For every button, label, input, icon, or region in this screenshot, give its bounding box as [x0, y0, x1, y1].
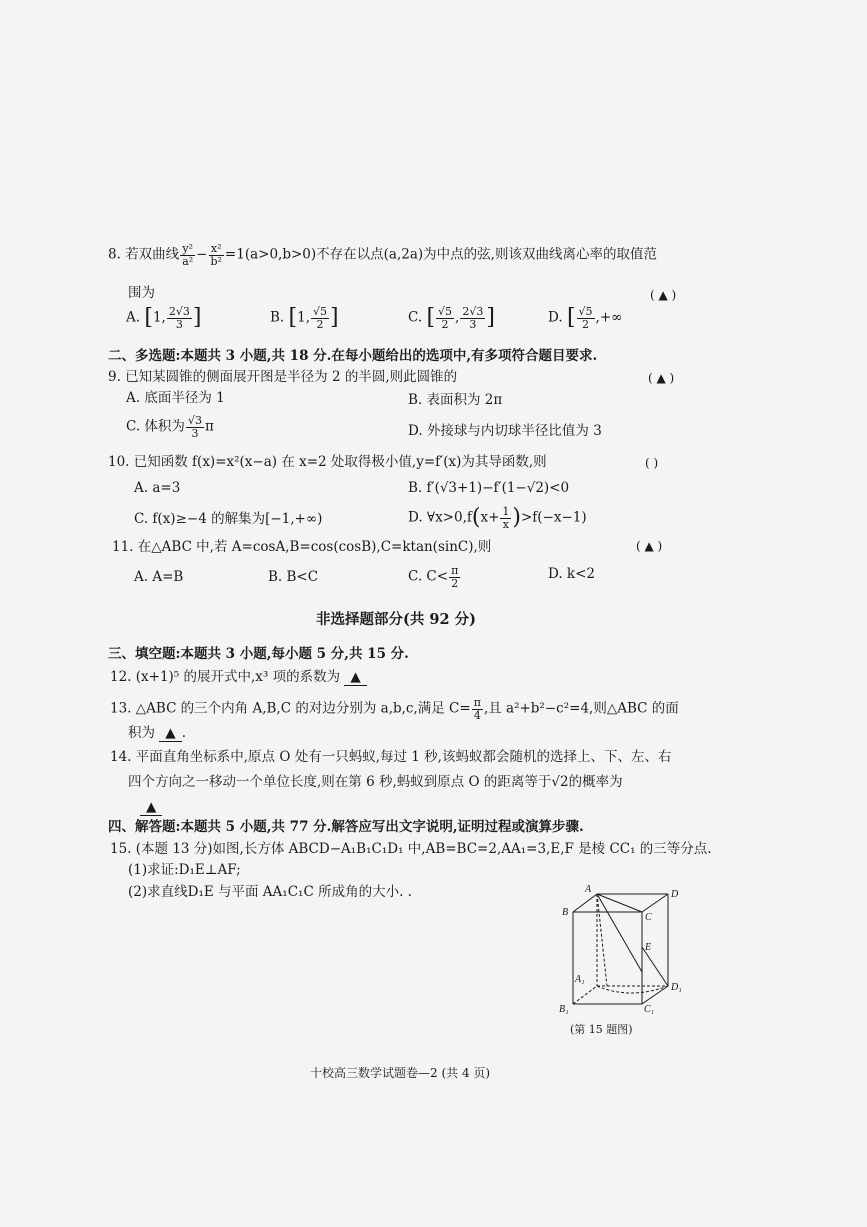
q13-line2: 积为 ▲ .: [128, 725, 186, 741]
q15-stem: 15. (本题 13 分)如图,长方体 ABCD−A₁B₁C₁D₁ 中,AB=BC=2,AA₁=3,E,F 是棱 CC₁ 的三等分点.: [110, 841, 712, 857]
q14-line1: 14. 平面直角坐标系中,原点 O 处有一只蚂蚁,每过 1 秒,该蚂蚁都会随机的选择上、下、左、右: [110, 749, 672, 765]
q9-option-d: D. 外接球与内切球半径比值为 3: [408, 423, 602, 439]
figure-caption: (第 15 题图): [570, 1023, 633, 1036]
q15-part-2: (2)求直线D₁E 与平面 AA₁C₁C 所成角的大小. .: [128, 884, 412, 900]
q9-option-c: C. 体积为 $\frac{√3}{3}$ π: [126, 414, 214, 440]
q10-stem: 10. 已知函数 f(x)=x²(x−a) 在 x=2 处取得极小值,y=f′(x)为其导函数,则: [108, 454, 547, 470]
label-E: E: [645, 942, 652, 953]
q8-answer-mark: ( ▲ ): [650, 288, 677, 302]
section-3-heading: 三、填空题:本题共 3 小题,每小题 5 分,共 15 分.: [108, 646, 409, 662]
q8-line2: 围为: [128, 285, 155, 301]
q12-text: 12. (x+1)⁵ 的展开式中,x³ 项的系数为 ▲: [110, 670, 367, 686]
q8-option-d: D. [ $\frac{√5}{2}$ ,+∞: [548, 305, 623, 331]
q11-answer-mark: ( ▲ ): [636, 539, 663, 553]
q9-stem: 9. 已知某圆锥的侧面展开图是半径为 2 的半圆,则此圆锥的: [108, 369, 458, 385]
label-A: A: [585, 884, 592, 895]
q11-stem: 11. 在△ABC 中,若 A=cosA,B=cos(cosB),C=ktan(sinC),则: [112, 539, 492, 555]
section-2-heading: 二、多选题:本题共 3 小题,共 18 分.在每小题给出的选项中,有多项符合题目要求.: [108, 348, 598, 364]
q11-option-b: B. B<C: [268, 569, 319, 585]
q10-option-b: B. f′(√3+1)−f′(1−√2)<0: [408, 480, 570, 496]
q11-option-a: A. A=B: [134, 569, 184, 585]
q15-part-1: (1)求证:D₁E⊥AF;: [128, 862, 241, 878]
page-footer: 十校高三数学试题卷—2 (共 4 页): [310, 1066, 491, 1080]
q8-option-b: B. [1, $\frac{√5}{2}$ ]: [270, 305, 339, 331]
label-B1: B₁: [559, 1004, 569, 1015]
q11-option-c: C. C< $\frac{\pi}{2}$: [408, 564, 459, 590]
q14-blank: ▲: [140, 800, 162, 816]
label-C: C: [645, 912, 652, 923]
label-D1: D₁: [671, 982, 682, 993]
q14-line2: 四个方向之一移动一个单位长度,则在第 6 秒,蚂蚁到原点 O 的距离等于√2的概率为: [128, 774, 623, 790]
label-C1: C₁: [644, 1004, 655, 1015]
q10-answer-mark: ( ): [645, 456, 659, 470]
part-title: 非选择题部分(共 92 分): [316, 611, 476, 628]
q10-option-c: C. f(x)≥−4 的解集为[−1,+∞): [134, 511, 323, 527]
q8-option-c: C. [ $\frac{√5}{2}$ , $\frac{2√3}{3}$ ]: [408, 305, 495, 331]
q9-option-b: B. 表面积为 2π: [408, 392, 503, 408]
label-A1: A₁: [575, 974, 585, 985]
q11-option-d: D. k<2: [548, 566, 596, 582]
q9-answer-mark: ( ▲ ): [648, 371, 675, 385]
label-B: B: [562, 907, 569, 918]
q8-option-a: A. [1, $\frac{2√3}{3}$ ]: [126, 305, 202, 331]
section-4-heading: 四、解答题:本题共 5 小题,共 77 分.解答应写出文字说明,证明过程或演算步骤.: [108, 819, 584, 835]
q8-stem: 8. 若双曲线 $\frac{\text{y²}}{\text{a²}}$ − $\frac{\text{x²}}{\text{b²}}$ =1(a>0,b>0)不存在以点(a,2a)为中点的弦,则该双曲线离心率的取值范: [108, 242, 657, 268]
q10-option-d: D. ∀x>0,f(x+ $\frac{1}{x}$ )>f(−x−1): [408, 505, 587, 531]
q13-line1: 13. △ABC 的三个内角 A,B,C 的对边分别为 a,b,c,满足 C= $\frac{\pi}{4}$ ,且 a²+b²−c²=4,则△ABC 的面: [110, 696, 679, 722]
label-D: D: [671, 889, 679, 900]
q9-option-a: A. 底面半径为 1: [126, 390, 225, 406]
cuboid-figure: [545, 882, 695, 1040]
q10-option-a: A. a=3: [134, 480, 181, 496]
